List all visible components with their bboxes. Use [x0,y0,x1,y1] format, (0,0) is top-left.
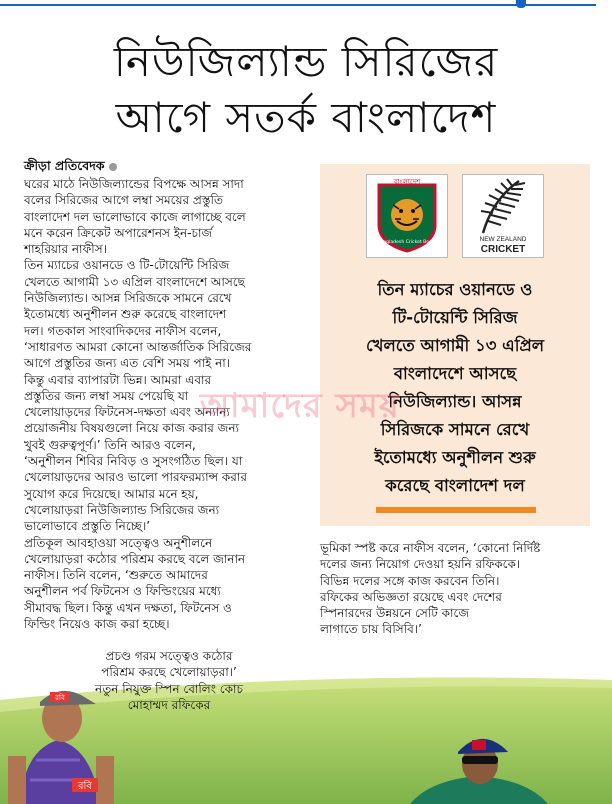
article-line: স্পিনারদের উন্নয়নে সেটি কাজে [320,606,470,621]
article-line: ‘সাধারণত আমরা কোনো আন্তর্জাতিক সিরিজের [24,339,252,354]
article-line: সুযোগ করে দিয়েছে। আমার মনে হয়, [24,486,199,501]
article-line: খেলোয়াড়দের ফিটনেস-দক্ষতা এবং অন্যান্য [24,405,230,420]
article-line: খেলোয়াড়রা কঠোর পরিশ্রম করছে বলে জানান [24,551,246,566]
article-line: কিন্তু এবার ব্যাপারটা ভিন্ন। আমরা এবার [24,372,212,387]
pull-quote-line: খেলতে আগামী ১৩ এপ্রিল [365,336,545,355]
article-line: ঘরের মাঠে নিউজিল্যান্ডের বিপক্ষে আসন্ন সাদা [24,177,244,191]
article-line: বাংলাদেশ দল ভালোভাবে কাজে লাগাচ্ছে বলে [24,209,246,224]
article-line: শাহরিয়ার নাফীস। [24,242,107,257]
article-line: খেলতে আগামী ১৩ এপ্রিল বাংলাদেশে আসছে [24,274,245,289]
article-line: ইতোমধ্যে অনুশীলন শুরু করেছে বাংলাদেশ [24,307,227,322]
article-line: প্রস্তুতির জন্য লম্বা সময় পেয়েছি যা [24,388,189,403]
article-line: ‘অনুশীলন শিবির নিবিড় ও সুসংগঠিত ছিল। যা [24,454,243,469]
silver-fern-icon [463,175,543,257]
article-line: মোহাম্মদ রফিকের [127,697,211,712]
pull-quote-line: নিউজিল্যান্ড। আসন্ন [388,392,522,411]
pull-quote-line: সিরিজকে সামনে রেখে [380,420,530,439]
headline-line-1: নিউজিল্যান্ড সিরিজের [113,37,499,86]
article-line: দলের জন্য নিয়োগ দেওয়া হয়নি রফিককে। [320,557,521,572]
pull-quote-accent-bar [376,507,536,513]
top-rule-tab [516,0,526,8]
pull-quote-line: তিন ম্যাচের ওয়ানডে ও [377,280,533,299]
article-line: খেলোয়াড়রা নিউজিল্যান্ড সিরিজের জন্য [24,502,220,517]
nz-cricket-logo [462,174,544,258]
article-line: বিভিন্ন দলের সঙ্গে কাজ করবেন তিনি। [320,573,500,588]
article-line: রফিকের অভিজ্ঞতা রয়েছে এবং দেশের [320,589,502,604]
article-line: প্রয়োজনীয় বিষয়গুলো নিয়ে কাজ করার জন্য [24,421,240,436]
article-line: প্রতিকূল আবহাওয়া সত্ত্বেও অনুশীলনে [24,535,213,550]
bcb-logo-bottom-text: Bangladesh Cricket Board [377,240,437,245]
article-line: অনুশীলন পর্ব ফিটনেস ও ফিল্ডিংয়ের মধ্যে [24,584,221,599]
top-rule-line [0,4,596,6]
pull-quote-line: টি-টোয়েন্টি সিরিজ [392,308,518,327]
article-column-right [320,540,600,638]
team-logos [320,164,590,264]
nz-logo-line-2: CRICKET [480,244,526,255]
article-line: ভূমিকা স্পষ্ট করে নাফীস বলেন, ‘কোনো নির্দিষ্ট [320,541,541,555]
article-line: প্রচণ্ড গরম সত্ত্বেও কঠোর [105,649,233,663]
article-line: নতুন নিযুক্ত স্পিন বোলিং কোচ [95,681,243,696]
article-line: নিউজিল্যান্ড। আসন্ন সিরিজকে সামনে রেখে [24,291,232,306]
article-line: নাফীস। তিনি বলেন, ‘শুরুতে আমাদের [24,568,208,583]
bcb-logo-top-text: বাংলাদেশ [393,178,421,186]
byline-dot-icon [109,163,117,171]
article-line: আগে প্রস্তুতির জন্য এত বেশি সময় পাই না। [24,356,231,371]
pull-quote-box [320,164,590,526]
byline-text: ক্রীড়া প্রতিবেদক [24,158,105,173]
article-line: পরিশ্রম করছে খেলোয়াড়রা।’ [101,665,237,680]
article-line: বলের সিরিজের আগে লম্বা সময়ের প্রস্তুতি [24,193,223,208]
top-rule [0,0,612,10]
bcb-logo [366,174,448,258]
article-column-left-tail [24,648,314,713]
article-line: ভালোভাবে প্রস্তুতি নিচ্ছে।’ [24,519,151,534]
pull-quote-line: ইতোমধ্যে অনুশীলন শুরু [374,448,536,467]
watermark: আমাদের সময় [200,386,400,426]
article-line: সীমাবদ্ধ ছিল। কিন্তু এখন দক্ষতা, ফিটনেস ও [24,600,232,615]
bcb-logo-icon [367,175,447,257]
article-line: খুবই গুরুত্বপূর্ণ।’ তিনি আরও বলেন, [24,437,196,452]
shirt-sponsor-text: রবি [78,781,92,792]
article-line: মনে করেন ক্রিকেট অপারেশনস ইন-চার্জ [24,225,213,240]
nz-logo-line-1: NEW ZEALAND [479,236,527,243]
pull-quote-line: করেছে বাংলাদেশ দল [385,476,525,495]
article-line: লাগাতে চায় বিসিবি।’ [320,622,422,637]
article-line: খেলোয়াড়দের আরও ভালো পারফরম্যান্স করার [24,470,247,485]
article-line: তিন ম্যাচের ওয়ানডে ও টি-টোয়েন্টি সিরিজ [24,258,230,273]
article-line: ফিল্ডিং নিয়েও কাজ করা হচ্ছে। [24,617,170,632]
headline [0,34,612,146]
byline [24,158,117,178]
article-line: দল। গতকাল সাংবাদিকদের নাফীস বলেন, [24,323,222,338]
headline-line-2: আগে সতর্ক বাংলাদেশ [115,93,497,142]
pull-quote-line: বাংলাদেশে আসছে [393,364,517,383]
cap-text: রবি [55,694,65,702]
